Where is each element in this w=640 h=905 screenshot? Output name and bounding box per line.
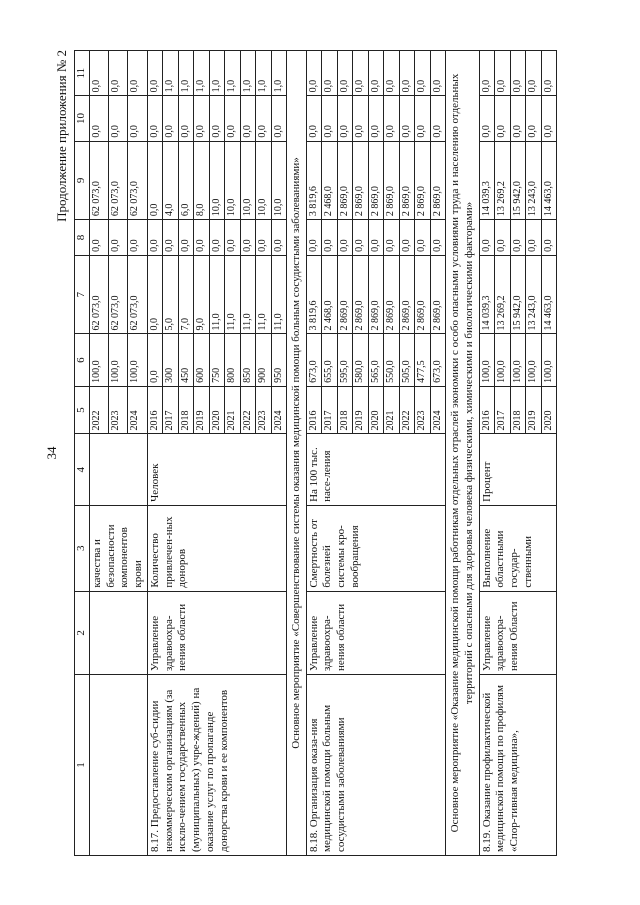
- data-cell: 2 869,0: [430, 255, 446, 334]
- section-row: [446, 50, 480, 855]
- data-cell: 8,0: [194, 141, 210, 220]
- data-cell: 0,0: [479, 95, 495, 140]
- data-cell: 1,0: [209, 50, 225, 95]
- data-cell: 10,0: [256, 141, 272, 220]
- data-cell: 0,0: [479, 219, 495, 255]
- data-cell: 565,0: [368, 333, 384, 385]
- data-cell: 2020: [541, 386, 557, 434]
- executor-cell: Управление здравоохра-нения области: [306, 591, 446, 674]
- data-cell: 11,0: [256, 255, 272, 334]
- data-cell: 0,0: [163, 95, 179, 140]
- data-cell: 0,0: [368, 95, 384, 140]
- data-cell: 62 073,0: [128, 141, 147, 220]
- data-cell: 0,0: [495, 95, 511, 140]
- data-cell: 62 073,0: [109, 255, 128, 334]
- data-cell: 2024: [430, 386, 446, 434]
- data-cell: 0,0: [306, 219, 322, 255]
- data-cell: 2018: [510, 386, 526, 434]
- data-cell: 0,0: [541, 219, 557, 255]
- data-cell: 2017: [495, 386, 511, 434]
- data-cell: 2 869,0: [337, 255, 353, 334]
- data-cell: 0,0: [495, 50, 511, 95]
- unit-cell: Процент: [479, 433, 557, 504]
- data-cell: 0,0: [128, 219, 147, 255]
- data-cell: 0,0: [541, 95, 557, 140]
- data-cell: 673,0: [430, 333, 446, 385]
- data-cell: 2 869,0: [399, 255, 415, 334]
- data-cell: 800: [225, 333, 241, 385]
- data-cell: 2017: [163, 386, 179, 434]
- data-cell: 2020: [209, 386, 225, 434]
- data-cell: 62 073,0: [89, 255, 108, 334]
- data-cell: 2019: [353, 386, 369, 434]
- activity-name: 8.19. Оказание профилактической медицинской помощи по профилям «Спор-тивная медицина»,: [479, 674, 557, 855]
- data-cell: 0,0: [109, 50, 128, 95]
- data-cell: 3 819,6: [306, 255, 322, 334]
- data-cell: 0,0: [368, 50, 384, 95]
- data-cell: 0,0: [384, 50, 400, 95]
- data-cell: 62 073,0: [109, 141, 128, 220]
- data-cell: 2 869,0: [368, 141, 384, 220]
- data-cell: 1,0: [271, 50, 287, 95]
- data-cell: 2020: [368, 386, 384, 434]
- data-cell: 0,0: [526, 219, 542, 255]
- activity-name: 8.18. Организация оказа-ния медицинской помощи больным сосудистыми заболеваниями: [306, 674, 446, 855]
- data-cell: 9,0: [194, 255, 210, 334]
- data-cell: 10,0: [225, 141, 241, 220]
- data-cell: 0,0: [147, 219, 163, 255]
- data-cell: 0,0: [89, 95, 108, 140]
- data-cell: 1,0: [194, 50, 210, 95]
- data-cell: 300: [163, 333, 179, 385]
- indicator-cell: Выполнение областными государ-ственными: [479, 505, 557, 591]
- data-cell: 1,0: [240, 50, 256, 95]
- data-cell: 2 869,0: [415, 141, 431, 220]
- data-cell: 0,0: [430, 95, 446, 140]
- data-cell: 2 869,0: [368, 255, 384, 334]
- data-cell: 2022: [399, 386, 415, 434]
- data-cell: 0,0: [256, 219, 272, 255]
- data-cell: 0,0: [526, 95, 542, 140]
- data-cell: 100,0: [128, 333, 147, 385]
- rotated-page: [44, 44, 596, 862]
- column-header: 6: [75, 333, 90, 385]
- data-cell: 62 073,0: [128, 255, 147, 334]
- data-cell: 450: [178, 333, 194, 385]
- data-cell: 2022: [240, 386, 256, 434]
- data-cell: 2024: [128, 386, 147, 434]
- data-cell: 15 942,0: [510, 141, 526, 220]
- data-cell: 2021: [384, 386, 400, 434]
- data-cell: 0,0: [194, 219, 210, 255]
- data-cell: 10,0: [271, 141, 287, 220]
- data-cell: 0,0: [240, 219, 256, 255]
- data-cell: 0,0: [353, 50, 369, 95]
- table-row: [147, 50, 163, 855]
- data-cell: 2 869,0: [399, 141, 415, 220]
- data-cell: 100,0: [109, 333, 128, 385]
- data-cell: 0,0: [415, 219, 431, 255]
- data-cell: 15 942,0: [510, 255, 526, 334]
- data-cell: 0,0: [384, 219, 400, 255]
- data-cell: 0,0: [147, 255, 163, 334]
- data-cell: 0,0: [479, 50, 495, 95]
- data-cell: 2016: [479, 386, 495, 434]
- data-cell: 0,0: [399, 95, 415, 140]
- column-header: 10: [75, 95, 90, 140]
- data-cell: 0,0: [225, 219, 241, 255]
- column-header: 1: [75, 674, 90, 855]
- activity-name: 8.17. Предоставление суб-сидии некоммерческим организациям (за исклю-чением государственных (муниципальных) учре-ждений) на оказание услуг по пропаганде донорства крови и ее компонентов: [147, 674, 287, 855]
- data-cell: 2 869,0: [353, 141, 369, 220]
- unit-cell: На 100 тыс. насе-ления: [306, 433, 446, 504]
- data-cell: 0,0: [194, 95, 210, 140]
- continuation-note: Продолжение приложения № 2: [54, 49, 69, 222]
- data-cell: 0,0: [322, 95, 338, 140]
- data-cell: 0,0: [337, 50, 353, 95]
- data-cell: 0,0: [337, 219, 353, 255]
- data-cell: 2018: [178, 386, 194, 434]
- data-cell: 0,0: [147, 50, 163, 95]
- data-cell: 100,0: [510, 333, 526, 385]
- data-cell: 0,0: [526, 50, 542, 95]
- data-cell: 1,0: [163, 50, 179, 95]
- data-cell: 0,0: [430, 219, 446, 255]
- data-cell: 11,0: [209, 255, 225, 334]
- data-cell: 0,0: [495, 219, 511, 255]
- column-header: 2: [75, 591, 90, 674]
- data-cell: 0,0: [322, 219, 338, 255]
- data-cell: 750: [209, 333, 225, 385]
- data-cell: 0,0: [178, 219, 194, 255]
- data-cell: 2 468,0: [322, 255, 338, 334]
- data-cell: 100,0: [526, 333, 542, 385]
- data-cell: 2022: [89, 386, 108, 434]
- data-cell: 11,0: [225, 255, 241, 334]
- data-cell: 2024: [271, 386, 287, 434]
- data-cell: 0,0: [147, 333, 163, 385]
- data-cell: 950: [271, 333, 287, 385]
- data-cell: 2016: [147, 386, 163, 434]
- data-cell: 1,0: [178, 50, 194, 95]
- data-cell: 0,0: [510, 219, 526, 255]
- unit-cell: Человек: [147, 433, 287, 504]
- section-row: [287, 50, 306, 855]
- data-cell: 0,0: [128, 50, 147, 95]
- data-cell: 100,0: [495, 333, 511, 385]
- data-cell: 0,0: [109, 95, 128, 140]
- data-cell: 0,0: [163, 219, 179, 255]
- data-cell: 0,0: [240, 95, 256, 140]
- data-cell: 0,0: [128, 95, 147, 140]
- data-cell: 2 869,0: [430, 141, 446, 220]
- data-cell: 100,0: [89, 333, 108, 385]
- executor-cell: Управление здравоохра-нения Области: [479, 591, 557, 674]
- data-cell: 5,0: [163, 255, 179, 334]
- section-heading: Основное мероприятие «Совершенствование системы оказания медицинской помощи больным сосудистыми заболеваниями»: [287, 50, 306, 855]
- data-cell: 580,0: [353, 333, 369, 385]
- header-row: [75, 50, 90, 855]
- data-cell: 3 819,6: [306, 141, 322, 220]
- indicator-cell: качества и безопасности компонентов крови: [89, 505, 147, 591]
- data-cell: 2019: [526, 386, 542, 434]
- empty-cell: [89, 433, 147, 504]
- data-cell: 673,0: [306, 333, 322, 385]
- data-cell: 0,0: [89, 219, 108, 255]
- column-header: 4: [75, 433, 90, 504]
- data-cell: 505,0: [399, 333, 415, 385]
- data-cell: 0,0: [178, 95, 194, 140]
- data-cell: 0,0: [209, 95, 225, 140]
- data-cell: 11,0: [271, 255, 287, 334]
- data-cell: 13 243,0: [526, 255, 542, 334]
- data-cell: 10,0: [209, 141, 225, 220]
- data-cell: 14 039,3: [479, 141, 495, 220]
- data-cell: 100,0: [479, 333, 495, 385]
- data-cell: 0,0: [322, 50, 338, 95]
- data-cell: 11,0: [240, 255, 256, 334]
- data-cell: 0,0: [415, 95, 431, 140]
- data-cell: 0,0: [209, 219, 225, 255]
- data-cell: 0,0: [430, 50, 446, 95]
- data-cell: 4,0: [163, 141, 179, 220]
- data-cell: 2023: [415, 386, 431, 434]
- data-cell: 2 869,0: [415, 255, 431, 334]
- data-cell: 14 463,0: [541, 141, 557, 220]
- data-cell: 0,0: [415, 50, 431, 95]
- data-cell: 595,0: [337, 333, 353, 385]
- data-cell: 0,0: [271, 219, 287, 255]
- data-cell: 850: [240, 333, 256, 385]
- column-header: 8: [75, 219, 90, 255]
- data-cell: 0,0: [510, 50, 526, 95]
- table-row: [89, 50, 108, 855]
- page-number: 34: [44, 446, 59, 459]
- data-cell: 0,0: [384, 95, 400, 140]
- data-cell: 2023: [109, 386, 128, 434]
- data-cell: 2 869,0: [337, 141, 353, 220]
- data-cell: 7,0: [178, 255, 194, 334]
- data-cell: 0,0: [541, 50, 557, 95]
- data-cell: 0,0: [306, 50, 322, 95]
- data-cell: 10,0: [240, 141, 256, 220]
- column-header: 3: [75, 505, 90, 591]
- data-cell: 14 463,0: [541, 255, 557, 334]
- data-cell: 0,0: [306, 95, 322, 140]
- data-cell: 0,0: [399, 219, 415, 255]
- column-header: 7: [75, 255, 90, 334]
- column-header: 9: [75, 141, 90, 220]
- data-cell: 0,0: [399, 50, 415, 95]
- executor-cell: Управление здравоохра-нения области: [147, 591, 287, 674]
- empty-cell: [89, 591, 147, 674]
- column-header: 11: [75, 50, 90, 95]
- data-cell: 0,0: [353, 95, 369, 140]
- section-heading: Основное мероприятие «Оказание медицинской помощи работникам отдельных отраслей экономики с особо опасными условиями труда и населению отдельных территорий с опасными для здоровья человека физическими, химическими и биологическими факторами»: [446, 50, 480, 855]
- data-cell: 2 468,0: [322, 141, 338, 220]
- data-cell: 6,0: [178, 141, 194, 220]
- indicator-cell: Количество привлечен-ных доноров: [147, 505, 287, 591]
- data-cell: 0,0: [337, 95, 353, 140]
- data-cell: 2016: [306, 386, 322, 434]
- data-cell: 0,0: [353, 219, 369, 255]
- data-cell: 1,0: [225, 50, 241, 95]
- data-cell: 0,0: [147, 95, 163, 140]
- table-row: [479, 50, 495, 855]
- data-cell: 2 869,0: [384, 141, 400, 220]
- data-cell: 0,0: [89, 50, 108, 95]
- data-cell: 13 243,0: [526, 141, 542, 220]
- data-cell: 62 073,0: [89, 141, 108, 220]
- data-cell: 0,0: [109, 219, 128, 255]
- data-cell: 900: [256, 333, 272, 385]
- data-cell: 477,5: [415, 333, 431, 385]
- program-table: [74, 50, 557, 856]
- data-cell: 0,0: [225, 95, 241, 140]
- data-cell: 2018: [337, 386, 353, 434]
- data-cell: 2019: [194, 386, 210, 434]
- column-header: 5: [75, 386, 90, 434]
- data-cell: 13 269,2: [495, 141, 511, 220]
- data-cell: 2 869,0: [353, 255, 369, 334]
- data-cell: 2017: [322, 386, 338, 434]
- data-cell: 0,0: [510, 95, 526, 140]
- data-cell: 2021: [225, 386, 241, 434]
- data-cell: 0,0: [368, 219, 384, 255]
- data-cell: 2 869,0: [384, 255, 400, 334]
- data-cell: 655,0: [322, 333, 338, 385]
- data-cell: 14 039,3: [479, 255, 495, 334]
- data-cell: 13 269,2: [495, 255, 511, 334]
- data-cell: 0,0: [271, 95, 287, 140]
- data-cell: 1,0: [256, 50, 272, 95]
- data-cell: 100,0: [541, 333, 557, 385]
- data-cell: 550,0: [384, 333, 400, 385]
- table-row: [306, 50, 322, 855]
- empty-cell: [89, 674, 147, 855]
- data-cell: 0,0: [147, 141, 163, 220]
- indicator-cell: Смертность от болезней системы кро-вообращения: [306, 505, 446, 591]
- data-cell: 600: [194, 333, 210, 385]
- data-cell: 2023: [256, 386, 272, 434]
- data-cell: 0,0: [256, 95, 272, 140]
